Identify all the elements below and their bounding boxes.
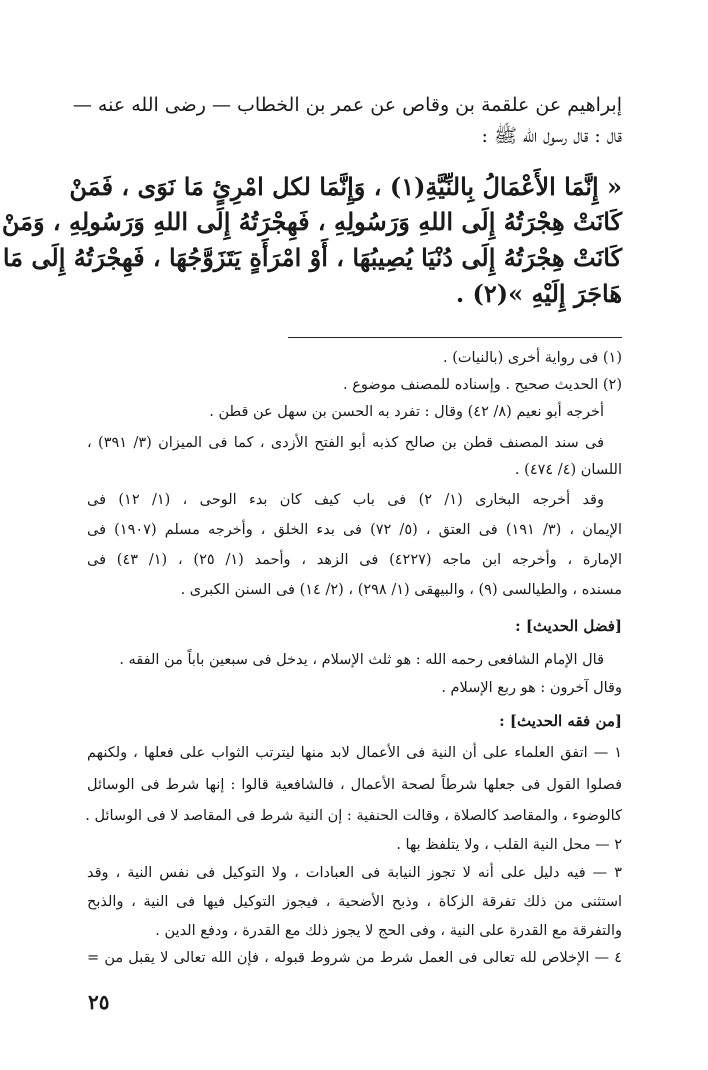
hadith-line: كَانَتْ هِجْرَتُهُ إِلَى اللهِ وَرَسُولِهِ ، فَهِجْرَتُهُ إِلَى اللهِ وَرَسُولِهِ ، وَمَنْ <box>1 207 622 236</box>
footnote-line: اللسان (٤/ ٤٧٤) . <box>514 462 622 478</box>
section-line: ٤ — الإخلاص لله تعالى فى العمل شرط من شروط قبوله ، فإن الله تعالى لا يقبل من = <box>87 950 622 966</box>
hadith-line: هَاجَرَ إِلَيْهِ »(٢) . <box>455 279 622 308</box>
footnote-line: الإيمان ، (٣/ ١٩١) فى العتق ، (٥/ ٧٢) فى بدء الخلق ، وأخرجه مسلم (١٩٠٧) فى <box>87 522 622 538</box>
section-line: استثنى من ذلك تفرقة الزكاة ، وذبح الأضحية ، فيجوز التوكيل فيها فى النية ، والذبح <box>87 894 622 910</box>
hadith-line: كَانَتْ هِجْرَتُهُ إِلَى دُنْيَا يُصِيبُهَا ، أَوْ امْرَأَةٍ يَتَزَوَّجُهَا ، فَهِجْرَتُهُ إِلَى مَا <box>2 243 622 272</box>
hadith-line: « إِنَّمَا الأَعْمَالُ بِالنِّيَّةِ(١) ، وَإِنَّمَا لكل امْرِئٍ مَا نَوَى ، فَمَنْ <box>69 172 622 201</box>
footnote-line: (٢) الحديث صحيح . وإسناده للمصنف موضوع . <box>342 377 622 393</box>
section-line: والتفرقة مع القدرة على النية ، وفى الحج لا يجوز ذلك مع القدرة ، ودفع الدين . <box>155 923 622 939</box>
footnote-line: مسنده ، والطيالسى (٩) ، والبيهقى (١/ ٢٩٨) ، (٢/ ١٤) فى السنن الكبرى . <box>180 582 622 598</box>
section-line: ١ — اتفق العلماء على أن النية فى الأعمال لابد منها ليترتب الثواب على فعلها ، ولكنهم <box>87 745 622 761</box>
section-line: كالوضوء ، والمقاصد كالصلاة ، وقالت الحنفية : إن النية شرط فى المقاصد لا فى الوسائل . <box>85 808 622 824</box>
section-heading-merit: [فضل الحديث] : <box>515 617 622 635</box>
footnote-line: وقد أخرجه البخارى (١/ ٢) فى باب كيف كان بدء الوحى ، (١/ ١٢) فى <box>87 492 604 508</box>
section-line: وقال آخرون : هو ربع الإسلام . <box>441 680 622 696</box>
section-line: فصلوا القول فى جعلها شرطاً لصحة الأعمال ، فالشافعية قالوا : إنها شرط فى الوسائل <box>87 777 622 793</box>
section-line: قال الإمام الشافعى رحمه الله : هو ثلث الإسلام ، يدخل فى سبعين باباً من الفقه . <box>119 652 604 668</box>
footnote-line: (١) فى رواية أخرى (بالنيات) . <box>443 350 622 366</box>
section-line: ٢ — محل النية القلب ، ولا يتلفظ بها . <box>396 837 622 853</box>
footnote-line: أخرجه أبو نعيم (٨/ ٤٢) وقال : تفرد به الحسن بن سهل عن قطن . <box>209 404 604 420</box>
intro-line: إبراهيم عن علقمة بن وقاص عن عمر بن الخطاب — رضى الله عنه — <box>72 94 622 116</box>
footnote-line: الإمارة ، وأخرجه ابن ماجه (٤٢٢٧) فى الزهد ، وأحمد (١/ ٢٥) ، (١/ ٤٣) فى <box>87 552 622 568</box>
section-line: ٣ — فيه دليل على أنه لا تجوز النيابة فى العبادات ، ولا التوكيل فى نفس النية ، وقد <box>87 865 622 881</box>
footnote-line: فى سند المصنف قطن بن صالح كذبه أبو الفتح الأزدى ، كما فى الميزان (٣/ ٣٩١) ، <box>87 435 604 451</box>
footnote-divider <box>288 337 622 338</box>
section-heading-fiqh: [من فقه الحديث] : <box>499 712 622 730</box>
intro-line: قال : قال رسول الله ﷺ : <box>481 125 622 147</box>
page-number: ٢٥ <box>88 990 110 1014</box>
